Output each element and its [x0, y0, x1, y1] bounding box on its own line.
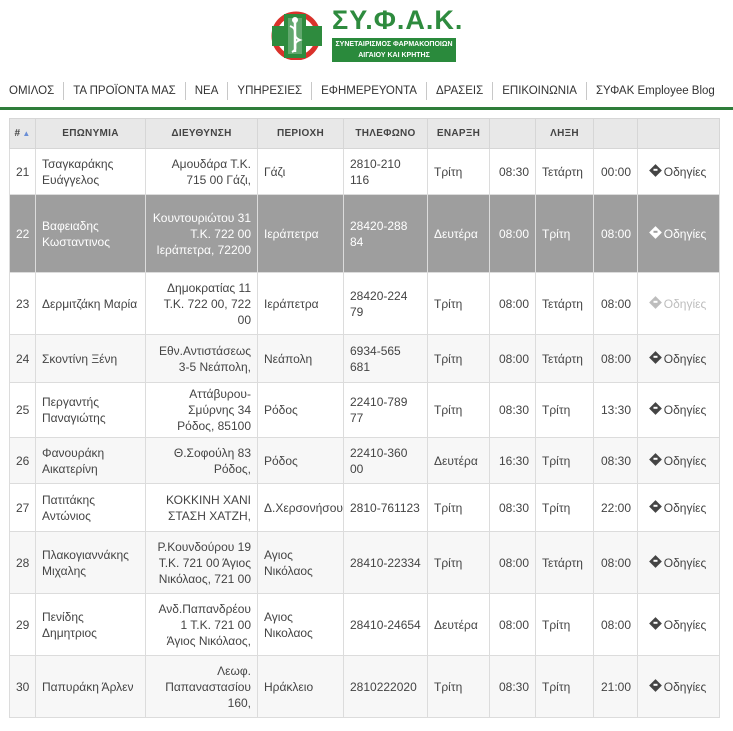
column-header-9[interactable]: [638, 119, 720, 149]
nav-item-2[interactable]: ΝΕΑ: [186, 82, 229, 100]
site-logo[interactable]: [270, 5, 464, 60]
duty-start-time: 08:00: [490, 195, 536, 273]
table-row[interactable]: [10, 532, 720, 594]
pharmacy-name: Δερμιτζάκη Μαρία: [36, 273, 146, 335]
pharmacy-name: Σκοντίνη Ξένη: [36, 335, 146, 383]
column-header-label: ΤΗΛΕΦΩΝΟ: [355, 128, 416, 139]
pharmacy-name: Τσαγκαράκης Ευάγγελος: [36, 149, 146, 195]
table-row[interactable]: [10, 594, 720, 656]
duty-end-day: Τρίτη: [536, 383, 594, 438]
duty-start-time: 08:00: [490, 335, 536, 383]
duty-start-day: Δευτέρα: [428, 438, 490, 484]
duty-end-time: 13:30: [594, 383, 638, 438]
pharmacy-area: Γάζι: [258, 149, 344, 195]
pharmacy-area: Ρόδος: [258, 438, 344, 484]
duty-end-time: 08:00: [594, 195, 638, 273]
nav-item-6[interactable]: ΕΠΙΚΟΙΝΩΝΙΑ: [493, 82, 587, 100]
table-body: [10, 149, 720, 718]
pharmacy-number: 28: [10, 532, 36, 594]
pharmacy-area: Ιεράπετρα: [258, 273, 344, 335]
directions-label: Οδηγίες: [663, 226, 707, 241]
duty-start-time: 08:30: [490, 484, 536, 532]
column-header-label: ΠΕΡΙΟΧΗ: [276, 128, 325, 139]
duty-end-time: 08:00: [594, 594, 638, 656]
pharmacy-area: Ιεράπετρα: [258, 195, 344, 273]
pharmacy-phone: 28410-24654: [344, 594, 428, 656]
column-header-2[interactable]: [146, 119, 258, 149]
pharmacy-address: Κουντουριώτου 31 Τ.Κ. 722 00 Ιεράπετρα, 72200: [146, 195, 258, 273]
duty-start-day: Τρίτη: [428, 149, 490, 195]
directions-label: Οδηγίες: [663, 500, 707, 515]
pharmacy-number: 22: [10, 195, 36, 273]
pharmacy-area: Ηράκλειο: [258, 656, 344, 718]
pharmacy-area: Δ.Χερσονήσου: [258, 484, 344, 532]
pharmacy-phone: 2810-761123: [344, 484, 428, 532]
duty-start-day: Τρίτη: [428, 532, 490, 594]
pharmacy-area: Ρόδος: [258, 383, 344, 438]
column-header-label: #: [14, 128, 21, 139]
pharmacy-number: 26: [10, 438, 36, 484]
logo-title: ΣΥ.Φ.Α.Κ.: [332, 5, 464, 35]
pharmacy-address: Δημοκρατίας 11 Τ.Κ. 722 00, 722 00: [146, 273, 258, 335]
pharmacy-phone: 28420-288 84: [344, 195, 428, 273]
duty-start-time: 08:30: [490, 656, 536, 718]
pharmacy-phone: 2810-210 116: [344, 149, 428, 195]
nav-item-4[interactable]: ΕΦΗΜΕΡΕΥΟΝΤΑ: [312, 82, 427, 100]
duty-start-day: Τρίτη: [428, 484, 490, 532]
pharmacy-duty-table: [9, 118, 720, 718]
pharmacy-name: Πατιτάκης Αντώνιος: [36, 484, 146, 532]
pharmacy-address: Εθν.Αντιστάσεως 3-5 Νεάπολη,: [146, 335, 258, 383]
pharmacy-name: Παπυράκη Άρλεν: [36, 656, 146, 718]
duty-start-time: 08:30: [490, 383, 536, 438]
table-header-row: [10, 119, 720, 149]
pharmacy-phone: 28420-224 79: [344, 273, 428, 335]
pharmacy-number: 27: [10, 484, 36, 532]
duty-end-time: 21:00: [594, 656, 638, 718]
pharmacy-phone: 22410-360 00: [344, 438, 428, 484]
site-header: [0, 0, 733, 66]
pharmacy-number: 25: [10, 383, 36, 438]
duty-end-time: 08:30: [594, 438, 638, 484]
column-header-7[interactable]: [536, 119, 594, 149]
directions-link[interactable]: [638, 383, 720, 438]
pharmacy-area: Αγιος Νικόλαος: [258, 532, 344, 594]
column-header-5[interactable]: [428, 119, 490, 149]
table-row[interactable]: [10, 195, 720, 273]
duty-start-day: Δευτέρα: [428, 195, 490, 273]
pharmacy-address: Αττάβυρου-Σμύρνης 34 Ρόδος, 85100: [146, 383, 258, 438]
directions-icon: [649, 226, 662, 239]
duty-start-time: 08:00: [490, 532, 536, 594]
duty-start-time: 08:00: [490, 594, 536, 656]
duty-start-time: 08:00: [490, 273, 536, 335]
directions-icon: [649, 351, 662, 364]
directions-icon: [649, 402, 662, 415]
column-header-6[interactable]: [490, 119, 536, 149]
pharmacy-address: Αμουδάρα Τ.Κ. 715 00 Γάζι,: [146, 149, 258, 195]
duty-start-day: Τρίτη: [428, 383, 490, 438]
duty-end-day: Τετάρτη: [536, 335, 594, 383]
directions-link[interactable]: [638, 273, 720, 335]
directions-label: Οδηγίες: [663, 164, 707, 179]
duty-end-time: 08:00: [594, 532, 638, 594]
table-row[interactable]: [10, 273, 720, 335]
column-header-label: ΔΙΕΥΘΥΝΣΗ: [171, 128, 232, 139]
directions-icon: [649, 679, 662, 692]
pharmacy-area: Αγιος Νικολαος: [258, 594, 344, 656]
table-row[interactable]: [10, 656, 720, 718]
duty-end-day: Τρίτη: [536, 594, 594, 656]
pharmacy-address: Λεωφ. Παπαναστασίου 160,: [146, 656, 258, 718]
pharmacy-number: 23: [10, 273, 36, 335]
directions-icon: [649, 453, 662, 466]
pharmacy-number: 24: [10, 335, 36, 383]
table-row[interactable]: [10, 335, 720, 383]
duty-end-time: 08:00: [594, 335, 638, 383]
duty-end-day: Τετάρτη: [536, 149, 594, 195]
duty-start-time: 08:30: [490, 149, 536, 195]
column-header-label: ΛΗΞΗ: [550, 128, 579, 139]
duty-end-day: Τρίτη: [536, 656, 594, 718]
column-header-1[interactable]: [36, 119, 146, 149]
duty-end-day: Τρίτη: [536, 484, 594, 532]
column-header-4[interactable]: [344, 119, 428, 149]
cross-caduceus-logo-icon: [270, 10, 326, 60]
logo-subtitle: ΣΥΝΕΤΑΙΡΙΣΜΟΣ ΦΑΡΜΑΚΟΠΟΙΩΝ ΑΙΓΑΙΟΥ ΚΑΙ ΚΡΗΤΗΣ: [332, 38, 456, 62]
directions-label: Οδηγίες: [663, 555, 707, 570]
pharmacy-number: 29: [10, 594, 36, 656]
pharmacy-name: Πενίδης Δημητριος: [36, 594, 146, 656]
main-navigation: [0, 74, 733, 110]
sort-asc-icon[interactable]: ▲: [22, 129, 31, 138]
nav-item-3[interactable]: ΥΠΗΡΕΣΙΕΣ: [228, 82, 312, 100]
duty-start-day: Τρίτη: [428, 273, 490, 335]
directions-icon: [649, 617, 662, 630]
duty-start-day: Τρίτη: [428, 335, 490, 383]
pharmacy-name: Βαφειαδης Κωσταντινος: [36, 195, 146, 273]
duty-end-day: Τρίτη: [536, 195, 594, 273]
duty-end-day: Τρίτη: [536, 438, 594, 484]
directions-link[interactable]: [638, 594, 720, 656]
directions-link[interactable]: [638, 335, 720, 383]
column-header-label: ΕΝΑΡΞΗ: [436, 128, 481, 139]
duty-start-time: 16:30: [490, 438, 536, 484]
duty-end-day: Τετάρτη: [536, 532, 594, 594]
table-row[interactable]: [10, 438, 720, 484]
directions-label: Οδηγίες: [663, 617, 707, 632]
directions-icon: [649, 164, 662, 177]
nav-item-0[interactable]: ΟΜΙΛΟΣ: [0, 82, 64, 100]
directions-link[interactable]: [638, 484, 720, 532]
directions-icon: [649, 296, 662, 309]
pharmacy-name: Περγαντής Παναγιώτης: [36, 383, 146, 438]
directions-icon: [649, 555, 662, 568]
table-row[interactable]: [10, 383, 720, 438]
nav-item-7[interactable]: ΣΥΦΑΚ Employee Blog: [595, 84, 715, 97]
pharmacy-address: Ανδ.Παπανδρέου 1 Τ.Κ. 721 00 Άγιος Νικόλαος,: [146, 594, 258, 656]
pharmacy-address: ΚΟΚΚΙΝΗ ΧΑΝΙ ΣΤΑΣΗ ΧΑΤΖΗ,: [146, 484, 258, 532]
pharmacy-name: Φανουράκη Αικατερίνη: [36, 438, 146, 484]
column-header-3[interactable]: [258, 119, 344, 149]
directions-icon: [649, 500, 662, 513]
column-header-8[interactable]: [594, 119, 638, 149]
duty-start-day: Τρίτη: [428, 656, 490, 718]
directions-label: Οδηγίες: [663, 453, 707, 468]
pharmacy-number: 30: [10, 656, 36, 718]
pharmacy-address: Ρ.Κουνδούρου 19 Τ.Κ. 721 00 Άγιος Νικόλαος, 721 00: [146, 532, 258, 594]
pharmacy-phone: 28410-22334: [344, 532, 428, 594]
pharmacy-phone: 6934-565 681: [344, 335, 428, 383]
column-header-label: ΕΠΩΝΥΜΙΑ: [62, 128, 119, 139]
directions-link[interactable]: [638, 195, 720, 273]
directions-link[interactable]: [638, 438, 720, 484]
directions-link[interactable]: [638, 532, 720, 594]
directions-link[interactable]: [638, 656, 720, 718]
duty-end-time: 08:00: [594, 273, 638, 335]
pharmacy-address: Θ.Σοφούλη 83 Ρόδος,: [146, 438, 258, 484]
pharmacy-area: Νεάπολη: [258, 335, 344, 383]
duty-start-day: Δευτέρα: [428, 594, 490, 656]
duty-end-time: 22:00: [594, 484, 638, 532]
nav-item-5[interactable]: ΔΡΑΣΕΙΣ: [427, 82, 493, 100]
directions-label: Οδηγίες: [663, 679, 707, 694]
pharmacy-number: 21: [10, 149, 36, 195]
table-row[interactable]: [10, 149, 720, 195]
duty-end-day: Τετάρτη: [536, 273, 594, 335]
directions-label: Οδηγίες: [663, 351, 707, 366]
nav-item-1[interactable]: ΤΑ ΠΡΟΪΟΝΤΑ ΜΑΣ: [64, 82, 186, 100]
directions-label: Οδηγίες: [663, 403, 707, 417]
pharmacy-phone: 2810222020: [344, 656, 428, 718]
table-row[interactable]: [10, 484, 720, 532]
pharmacy-name: Πλακογιαννάκης Μιχαλης: [36, 532, 146, 594]
pharmacy-phone: 22410-789 77: [344, 383, 428, 438]
directions-label: Οδηγίες: [663, 296, 707, 311]
column-header-0[interactable]: [10, 119, 36, 149]
duty-end-time: 00:00: [594, 149, 638, 195]
directions-link[interactable]: [638, 149, 720, 195]
